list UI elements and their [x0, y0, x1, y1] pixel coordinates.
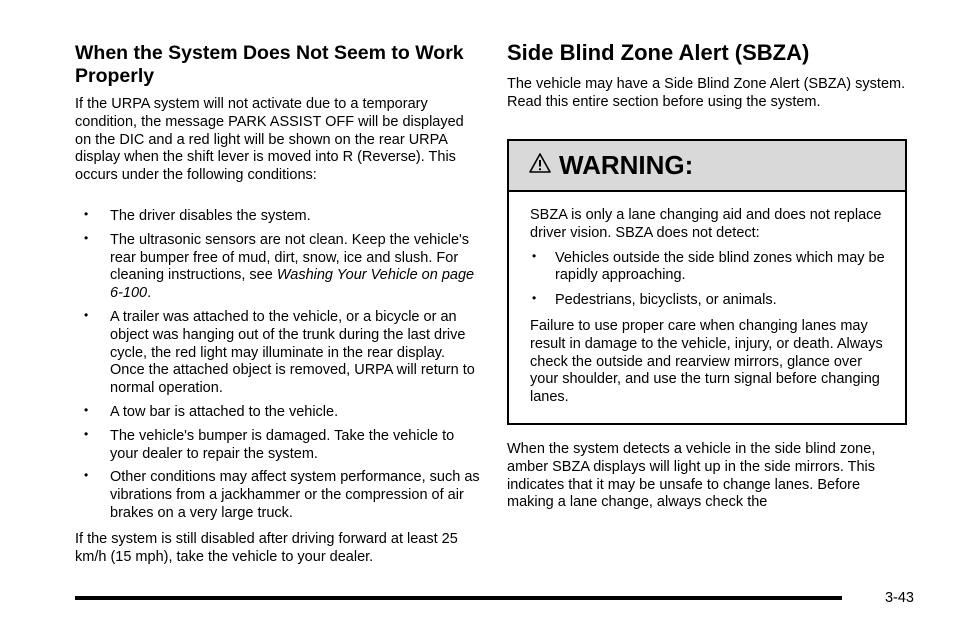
- warning-body: [530, 207, 890, 407]
- warning-text: Failure to use proper care when changing lanes may result in damage to the vehicle, injury, or death. Always check the outside and rearview mirrors, glance over your shoulder, and use the turn signal before changing lanes.: [530, 317, 883, 406]
- section-heading: When the System Does Not Seem to Work Properly: [75, 42, 464, 87]
- conditions-list: [75, 208, 480, 529]
- warning-box: [507, 139, 907, 425]
- list-item-text: The ultrasonic sensors are not clean. Keep the vehicle's rear bumper free of mud, dirt, snow, ice and slush. For cleaning instructions, see: [110, 231, 470, 284]
- list-item: [75, 232, 480, 303]
- list-item: • Other conditions may affect system performance, such as vibrations from a jackhammer or the compression of air brakes on a very large truck.: [75, 469, 480, 522]
- list-item: • Vehicles outside the side blind zones which may be rapidly approaching.: [530, 250, 890, 286]
- list-item: • A tow bar is attached to the vehicle.: [75, 404, 480, 422]
- warning-text: SBZA is only a lane changing aid and does not replace driver vision. SBZA does not detect:: [530, 207, 882, 241]
- list-item: • Pedestrians, bicyclists, or animals.: [530, 292, 890, 310]
- intro-paragraph: The vehicle may have a Side Blind Zone Alert (SBZA) system. Read this entire section before using the system.: [507, 76, 906, 110]
- page-title: Side Blind Zone Alert (SBZA): [507, 40, 810, 65]
- footer-rule: [75, 596, 842, 600]
- list-item-end: .: [147, 285, 152, 302]
- cross-reference-link[interactable]: Washing Your Vehicle on page 6-100: [110, 267, 475, 302]
- page-number: 3-43: [884, 590, 914, 606]
- list-item: • A trailer was attached to the vehicle, or a bicycle or an object was hanging out of the trunk during the last drive cycle, the red light may illuminate in the rear display. Once the attached object is removed, URPA will return to normal operation.: [75, 309, 480, 398]
- closing-paragraph: If the system is still disabled after driving forward at least 25 km/h (15 mph), take the vehicle to your dealer.: [75, 531, 458, 565]
- warning-title: WARNING:: [559, 150, 694, 180]
- warning-list: [530, 250, 890, 310]
- body-paragraph: When the system detects a vehicle in the side blind zone, amber SBZA displays will light up in the side mirrors. This indicates that it may be unsafe to change lanes. Before making a lane change, always check the: [507, 441, 876, 511]
- warning-triangle-icon: [529, 153, 551, 178]
- list-item: • The driver disables the system.: [75, 208, 480, 226]
- intro-paragraph: If the URPA system will not activate due to a temporary condition, the message PARK ASSIST OFF will be displayed on the DIC and a red light will be shown on the rear URPA display when the shift lever is moved into R (Reverse). This occurs under the following conditions:: [75, 96, 464, 184]
- list-item: • The vehicle's bumper is damaged. Take the vehicle to your dealer to repair the system.: [75, 428, 480, 464]
- warning-header: [509, 141, 905, 192]
